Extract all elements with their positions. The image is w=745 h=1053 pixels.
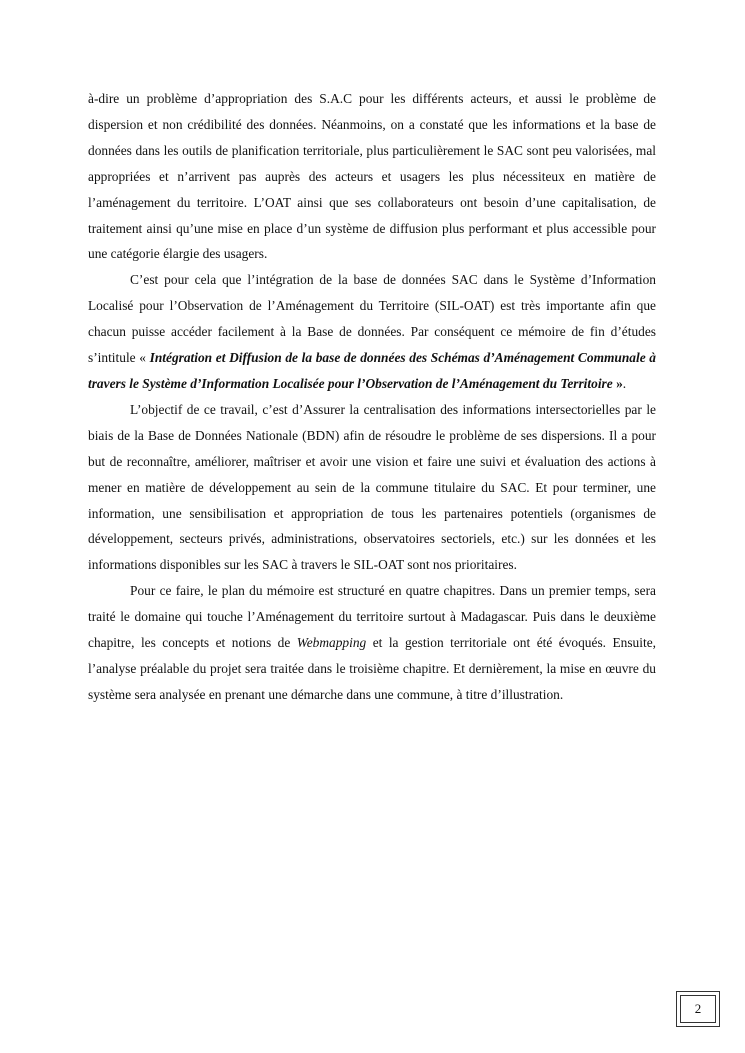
document-body (88, 86, 656, 708)
paragraph-intro-text: C’est pour cela que l’intégration de la base de données SAC dans le Système d’Information Localisé pour l’Observation de l’Aménagement du Territoire (SIL-OAT) est très importante afin que chacun puisse accéder facilement à la Base de données. Par conséquent ce mémoire de fin d’études s’intitule « (88, 272, 656, 366)
page-number-box (676, 991, 720, 1027)
plan-text-after: et la gestion territoriale ont été évoqués. Ensuite, l’analyse préalable du projet sera traitée dans le troisième chapitre. Et dernièrement, la mise en œuvre du système sera analysée en prenant une démarche dans une commune, à titre d’illustration. (88, 635, 656, 702)
paragraph-thesis-title (88, 267, 656, 397)
plan-text-before: Pour ce faire, le plan du mémoire est structuré en quatre chapitres. Dans un premier temps, sera traité le domaine qui touche l’Aménagement du territoire surtout à Madagascar. Puis dans le deuxième chapitre, les concepts et notions de (88, 583, 656, 651)
page-number: 2 (694, 1001, 702, 1016)
paragraph-continuation: à-dire un problème d’appropriation des S.A.C pour les différents acteurs, et aussi le problème de dispersion et non crédibilité des données. Néanmoins, on a constaté que les informations et la base de données dans les outils de planification territoriale, plus particulièrement le SAC sont peu valorisées, mal appropriées et n’arrivent pas auprès des acteurs et usagers les plus nécessiteux en matière de l’aménagement du territoire. L’OAT ainsi que ses collaborateurs ont besoin d’une capitalisation, de traitement ainsi qu’une mise en place d’un système de diffusion plus performant et plus accessible pour une catégorie élargie des usagers. (88, 91, 656, 262)
closing-quote: ». (616, 375, 627, 391)
paragraph-objective: L’objectif de ce travail, c’est d’Assurer la centralisation des informations intersectorielles par le biais de la Base de Données Nationale (BDN) afin de résoudre le problème de ses dispersions. Il a pour but de reconnaître, améliorer, maîtriser et avoir une vision et faire une suivi et évaluation des actions à mener en matière de développement au sein de la commune titulaire du SAC. Et pour terminer, une information, une sensibilisation et appropriation de tous les partenaires potentiels (organismes de développement, secteurs privés, administrations, observatoires sectoriels, etc.) sur les données et les informations disponibles sur les SAC à travers le SIL-OAT sont nos prioritaires. (88, 401, 656, 573)
thesis-title: Intégration et Diffusion de la base de données des Schémas d’Aménagement Communale à travers le Système d’Information Localisée pour l’Observation de l’Aménagement du Territoire (88, 350, 656, 391)
paragraph-plan (88, 578, 656, 708)
webmapping-term: Webmapping (296, 635, 367, 651)
